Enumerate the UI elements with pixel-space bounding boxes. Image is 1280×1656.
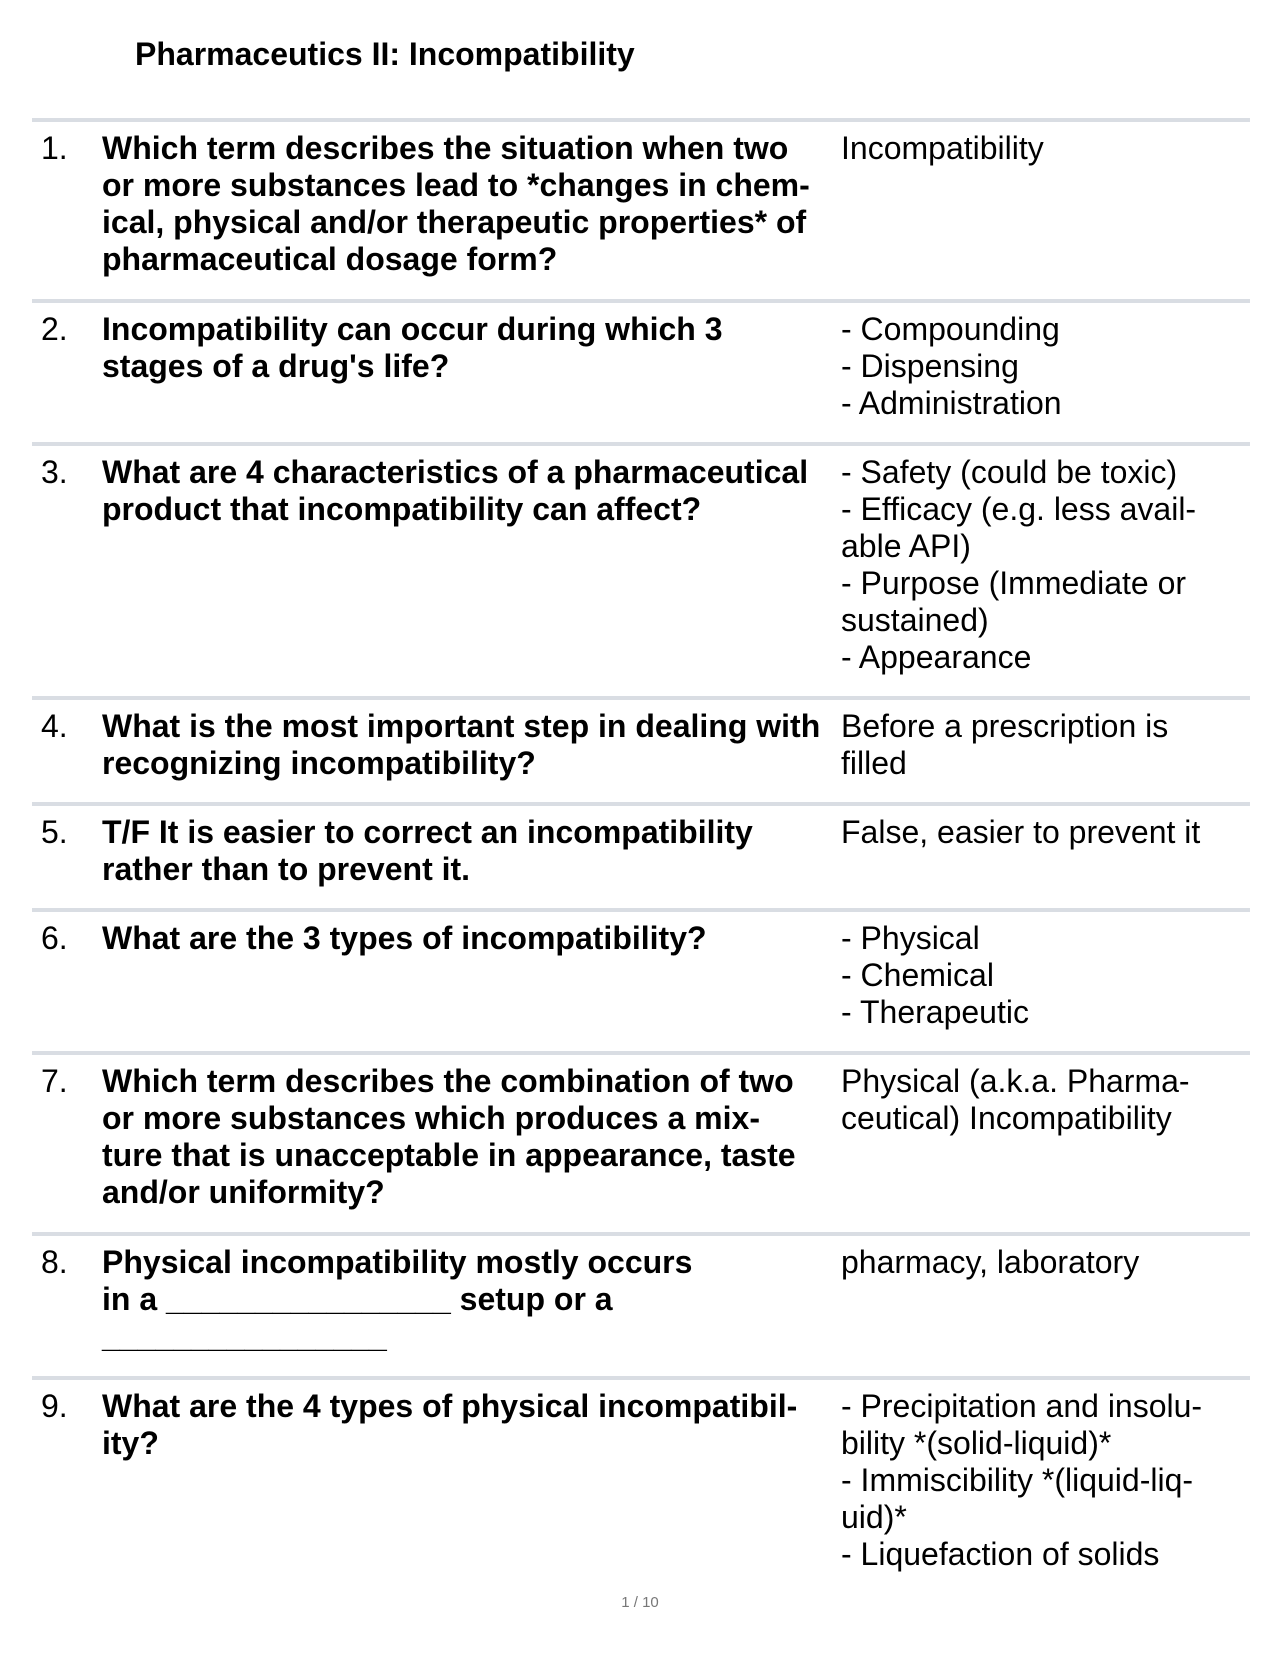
qa-answer: - Compounding - Dispensing - Administration <box>841 311 1062 421</box>
qa-number: 7. <box>41 1063 68 1099</box>
qa-item-7 <box>32 1051 1250 1232</box>
qa-number: 1. <box>41 130 68 166</box>
page-indicator: 1 / 10 <box>621 1594 659 1611</box>
qa-question: Incompatibility can occur during which 3 stages of a drug's life? <box>102 311 723 384</box>
qa-item-9 <box>32 1376 1250 1576</box>
qa-question: What are the 4 types of physical incompatibil- ity? <box>102 1388 798 1461</box>
qa-item-4 <box>32 696 1250 802</box>
page-title: Pharmaceutics II: Incompatibility <box>135 36 635 72</box>
qa-answer: - Precipitation and insolu- bility *(solid-liquid)* - Immiscibility *(liquid-liq- uid)* - Liquefaction of solids <box>841 1388 1203 1572</box>
qa-item-1 <box>32 118 1250 299</box>
qa-answer: - Physical - Chemical - Therapeutic <box>841 920 1029 1030</box>
qa-question: What are the 3 types of incompatibility? <box>102 920 707 956</box>
qa-item-5 <box>32 802 1250 908</box>
qa-number: 4. <box>41 708 68 744</box>
qa-list <box>32 118 1250 1576</box>
qa-item-2 <box>32 299 1250 442</box>
qa-answer: pharmacy, laboratory <box>841 1244 1140 1280</box>
qa-question: What is the most important step in dealing with recognizing incompatibility? <box>102 708 821 781</box>
qa-number: 6. <box>41 920 68 956</box>
qa-number: 8. <box>41 1244 68 1280</box>
qa-item-6 <box>32 908 1250 1051</box>
qa-question: Physical incompatibility mostly occurs in a ________________ setup or a ________________ <box>102 1244 693 1354</box>
qa-question: Which term describes the situation when two or more substances lead to *changes in chem- ical, physical and/or therapeutic properties* of pharmaceutical dosage form? <box>102 130 810 277</box>
qa-number: 5. <box>41 814 68 850</box>
qa-number: 3. <box>41 454 68 490</box>
qa-question: What are 4 characteristics of a pharmaceutical product that incompatibility can affect? <box>102 454 809 527</box>
qa-item-3 <box>32 442 1250 696</box>
qa-answer: - Safety (could be toxic) - Efficacy (e.g. less avail- able API) - Purpose (Immediate or sustained) - Appearance <box>841 454 1197 675</box>
qa-number: 2. <box>41 311 68 347</box>
qa-question: T/F It is easier to correct an incompatibility rather than to prevent it. <box>102 814 753 887</box>
qa-answer: Before a prescription is filled <box>841 708 1169 781</box>
qa-answer: Incompatibility <box>841 130 1044 166</box>
qa-answer: Physical (a.k.a. Pharma- ceutical) Incompatibility <box>841 1063 1190 1136</box>
qa-number: 9. <box>41 1388 68 1424</box>
qa-answer: False, easier to prevent it <box>841 814 1201 850</box>
qa-item-8 <box>32 1232 1250 1376</box>
qa-question: Which term describes the combination of two or more substances which produces a mix- ture that is unacceptable in appearance, taste and/or uniformity? <box>102 1063 796 1210</box>
